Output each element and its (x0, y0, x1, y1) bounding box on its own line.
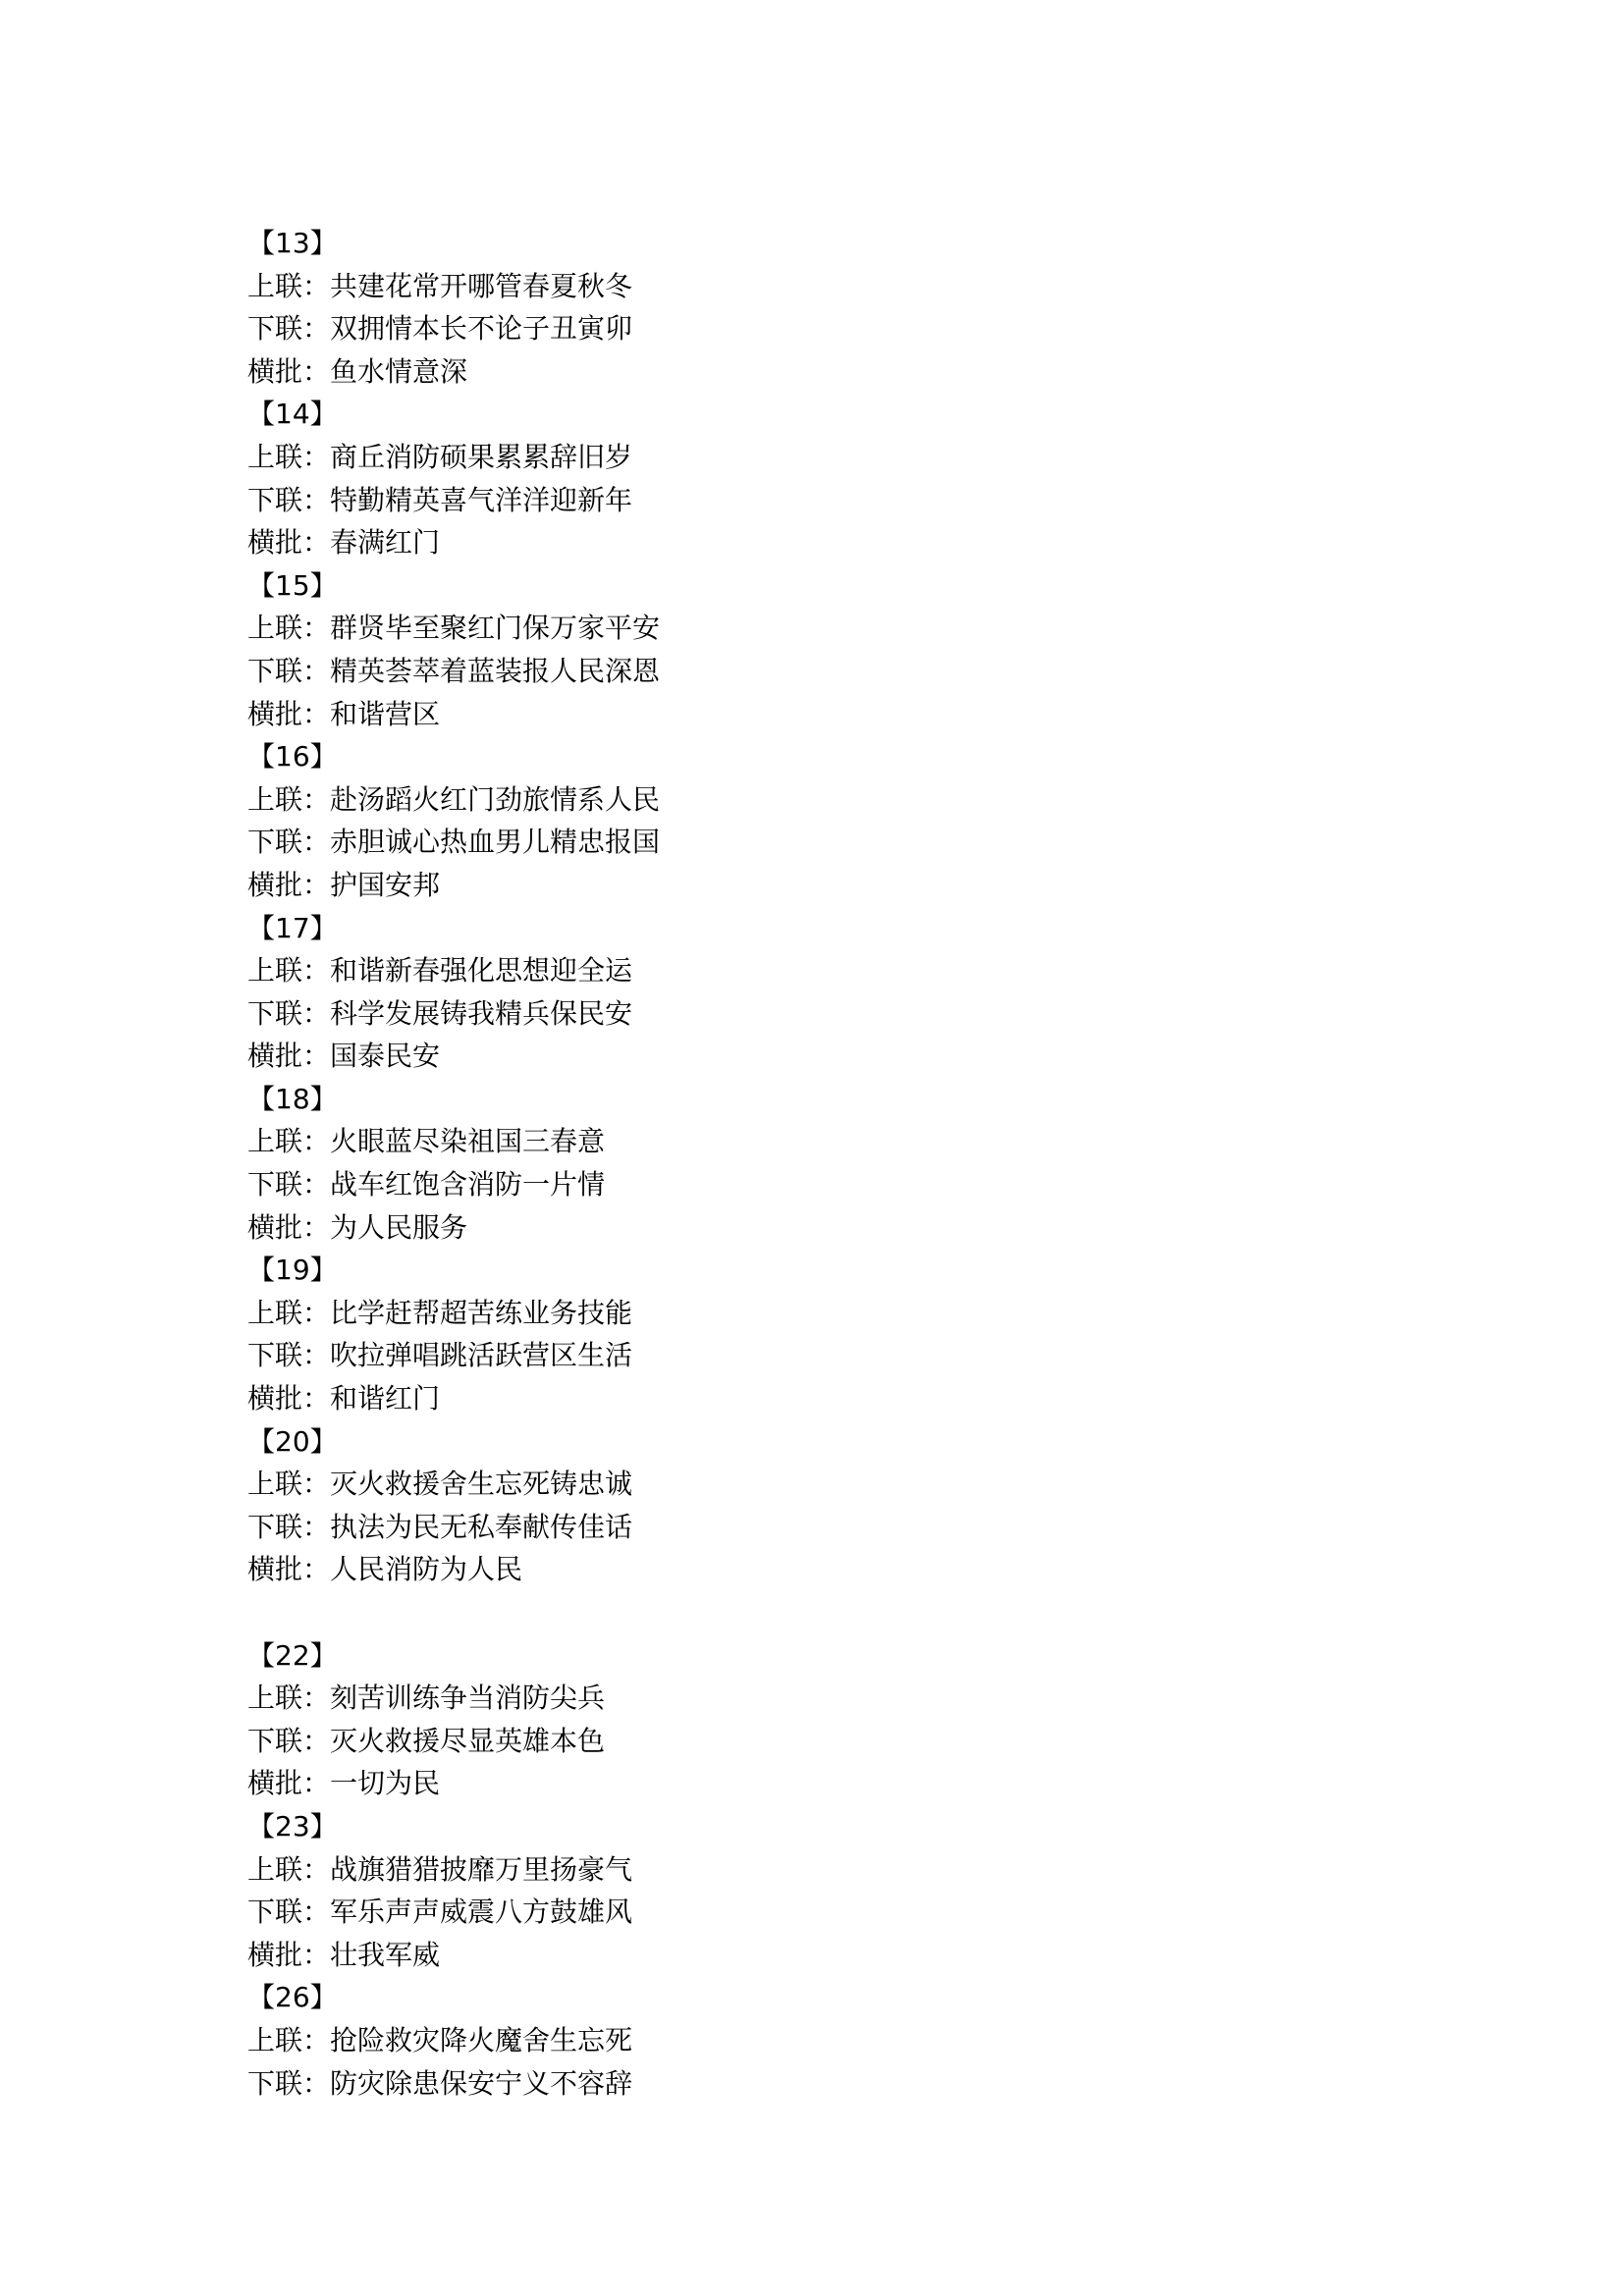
upper-line: 上联：抢险救灾降火魔舍生忘死 (247, 2023, 633, 2056)
horizontal-scroll: 横批：壮我军威 (247, 1938, 441, 1971)
entry-number: 【16】 (247, 740, 338, 774)
upper-line: 上联：火眼蓝尽染祖国三春意 (247, 1125, 606, 1158)
horizontal-scroll: 横批：护国安邦 (247, 868, 441, 901)
lower-line: 下联：战车红饱含消防一片情 (247, 1168, 606, 1201)
upper-line: 上联：比学赶帮超苦练业务技能 (247, 1296, 633, 1329)
upper-line: 上联：商丘消防硕果累累辞旧岁 (247, 440, 633, 473)
couplet-entry (247, 1420, 1426, 1591)
entry-number: 【14】 (247, 398, 338, 431)
entry-number: 【20】 (247, 1424, 338, 1458)
upper-line: 上联：共建花常开哪管春夏秋冬 (247, 269, 633, 302)
blank-line (247, 1591, 1426, 1634)
lower-line: 下联：灭火救援尽显英雄本色 (247, 1724, 606, 1757)
entry-number: 【15】 (247, 568, 338, 602)
entry-number: 【22】 (247, 1638, 338, 1672)
couplet-entry (247, 907, 1426, 1078)
horizontal-scroll: 横批：春满红门 (247, 526, 441, 560)
upper-line: 上联：战旗猎猎披靡万里扬豪气 (247, 1852, 633, 1886)
lower-line: 下联：军乐声声威震八方鼓雄风 (247, 1896, 633, 1929)
entry-number: 【17】 (247, 911, 338, 944)
document-body (247, 222, 1426, 2105)
lower-line: 下联：吹拉弹唱跳活跃营区生活 (247, 1339, 633, 1372)
upper-line: 上联：群贤毕至聚红门保万家平安 (247, 612, 661, 645)
horizontal-scroll: 横批：和谐营区 (247, 697, 441, 730)
entry-number: 【19】 (247, 1254, 338, 1287)
couplet-entry (247, 564, 1426, 735)
lower-line: 下联：特勤精英喜气洋洋迎新年 (247, 483, 633, 516)
lower-line: 下联：赤胆诚心热血男儿精忠报国 (247, 826, 661, 859)
horizontal-scroll: 横批：人民消防为人民 (247, 1553, 523, 1586)
entry-number: 【26】 (247, 1981, 338, 2014)
lower-line: 下联：防灾除患保安宁义不容辞 (247, 2066, 633, 2100)
horizontal-scroll: 横批：国泰民安 (247, 1040, 441, 1073)
couplet-entry (247, 1805, 1426, 1976)
lower-line: 下联：执法为民无私奉献传佳话 (247, 1510, 633, 1543)
couplet-entry (247, 393, 1426, 563)
horizontal-scroll: 横批：鱼水情意深 (247, 354, 468, 388)
couplet-entry (247, 1976, 1426, 2105)
upper-line: 上联：和谐新春强化思想迎全运 (247, 954, 633, 988)
horizontal-scroll: 横批：和谐红门 (247, 1382, 441, 1415)
entry-number: 【18】 (247, 1082, 338, 1115)
lower-line: 下联：精英荟萃着蓝装报人民深恩 (247, 654, 661, 687)
lower-line: 下联：科学发展铸我精兵保民安 (247, 996, 633, 1030)
horizontal-scroll: 横批：一切为民 (247, 1767, 441, 1800)
upper-line: 上联：刻苦训练争当消防尖兵 (247, 1682, 606, 1715)
upper-line: 上联：灭火救援舍生忘死铸忠诚 (247, 1468, 633, 1501)
couplet-entry (247, 1249, 1426, 1419)
couplet-entry (247, 1078, 1426, 1249)
couplet-entry (247, 1634, 1426, 1805)
horizontal-scroll: 横批：为人民服务 (247, 1210, 468, 1244)
entry-number: 【13】 (247, 227, 338, 259)
lower-line: 下联：双拥情本长不论子丑寅卯 (247, 312, 633, 346)
couplet-entry (247, 735, 1426, 906)
upper-line: 上联：赴汤蹈火红门劲旅情系人民 (247, 782, 661, 816)
entry-number: 【23】 (247, 1809, 338, 1842)
couplet-entry (247, 222, 1426, 393)
